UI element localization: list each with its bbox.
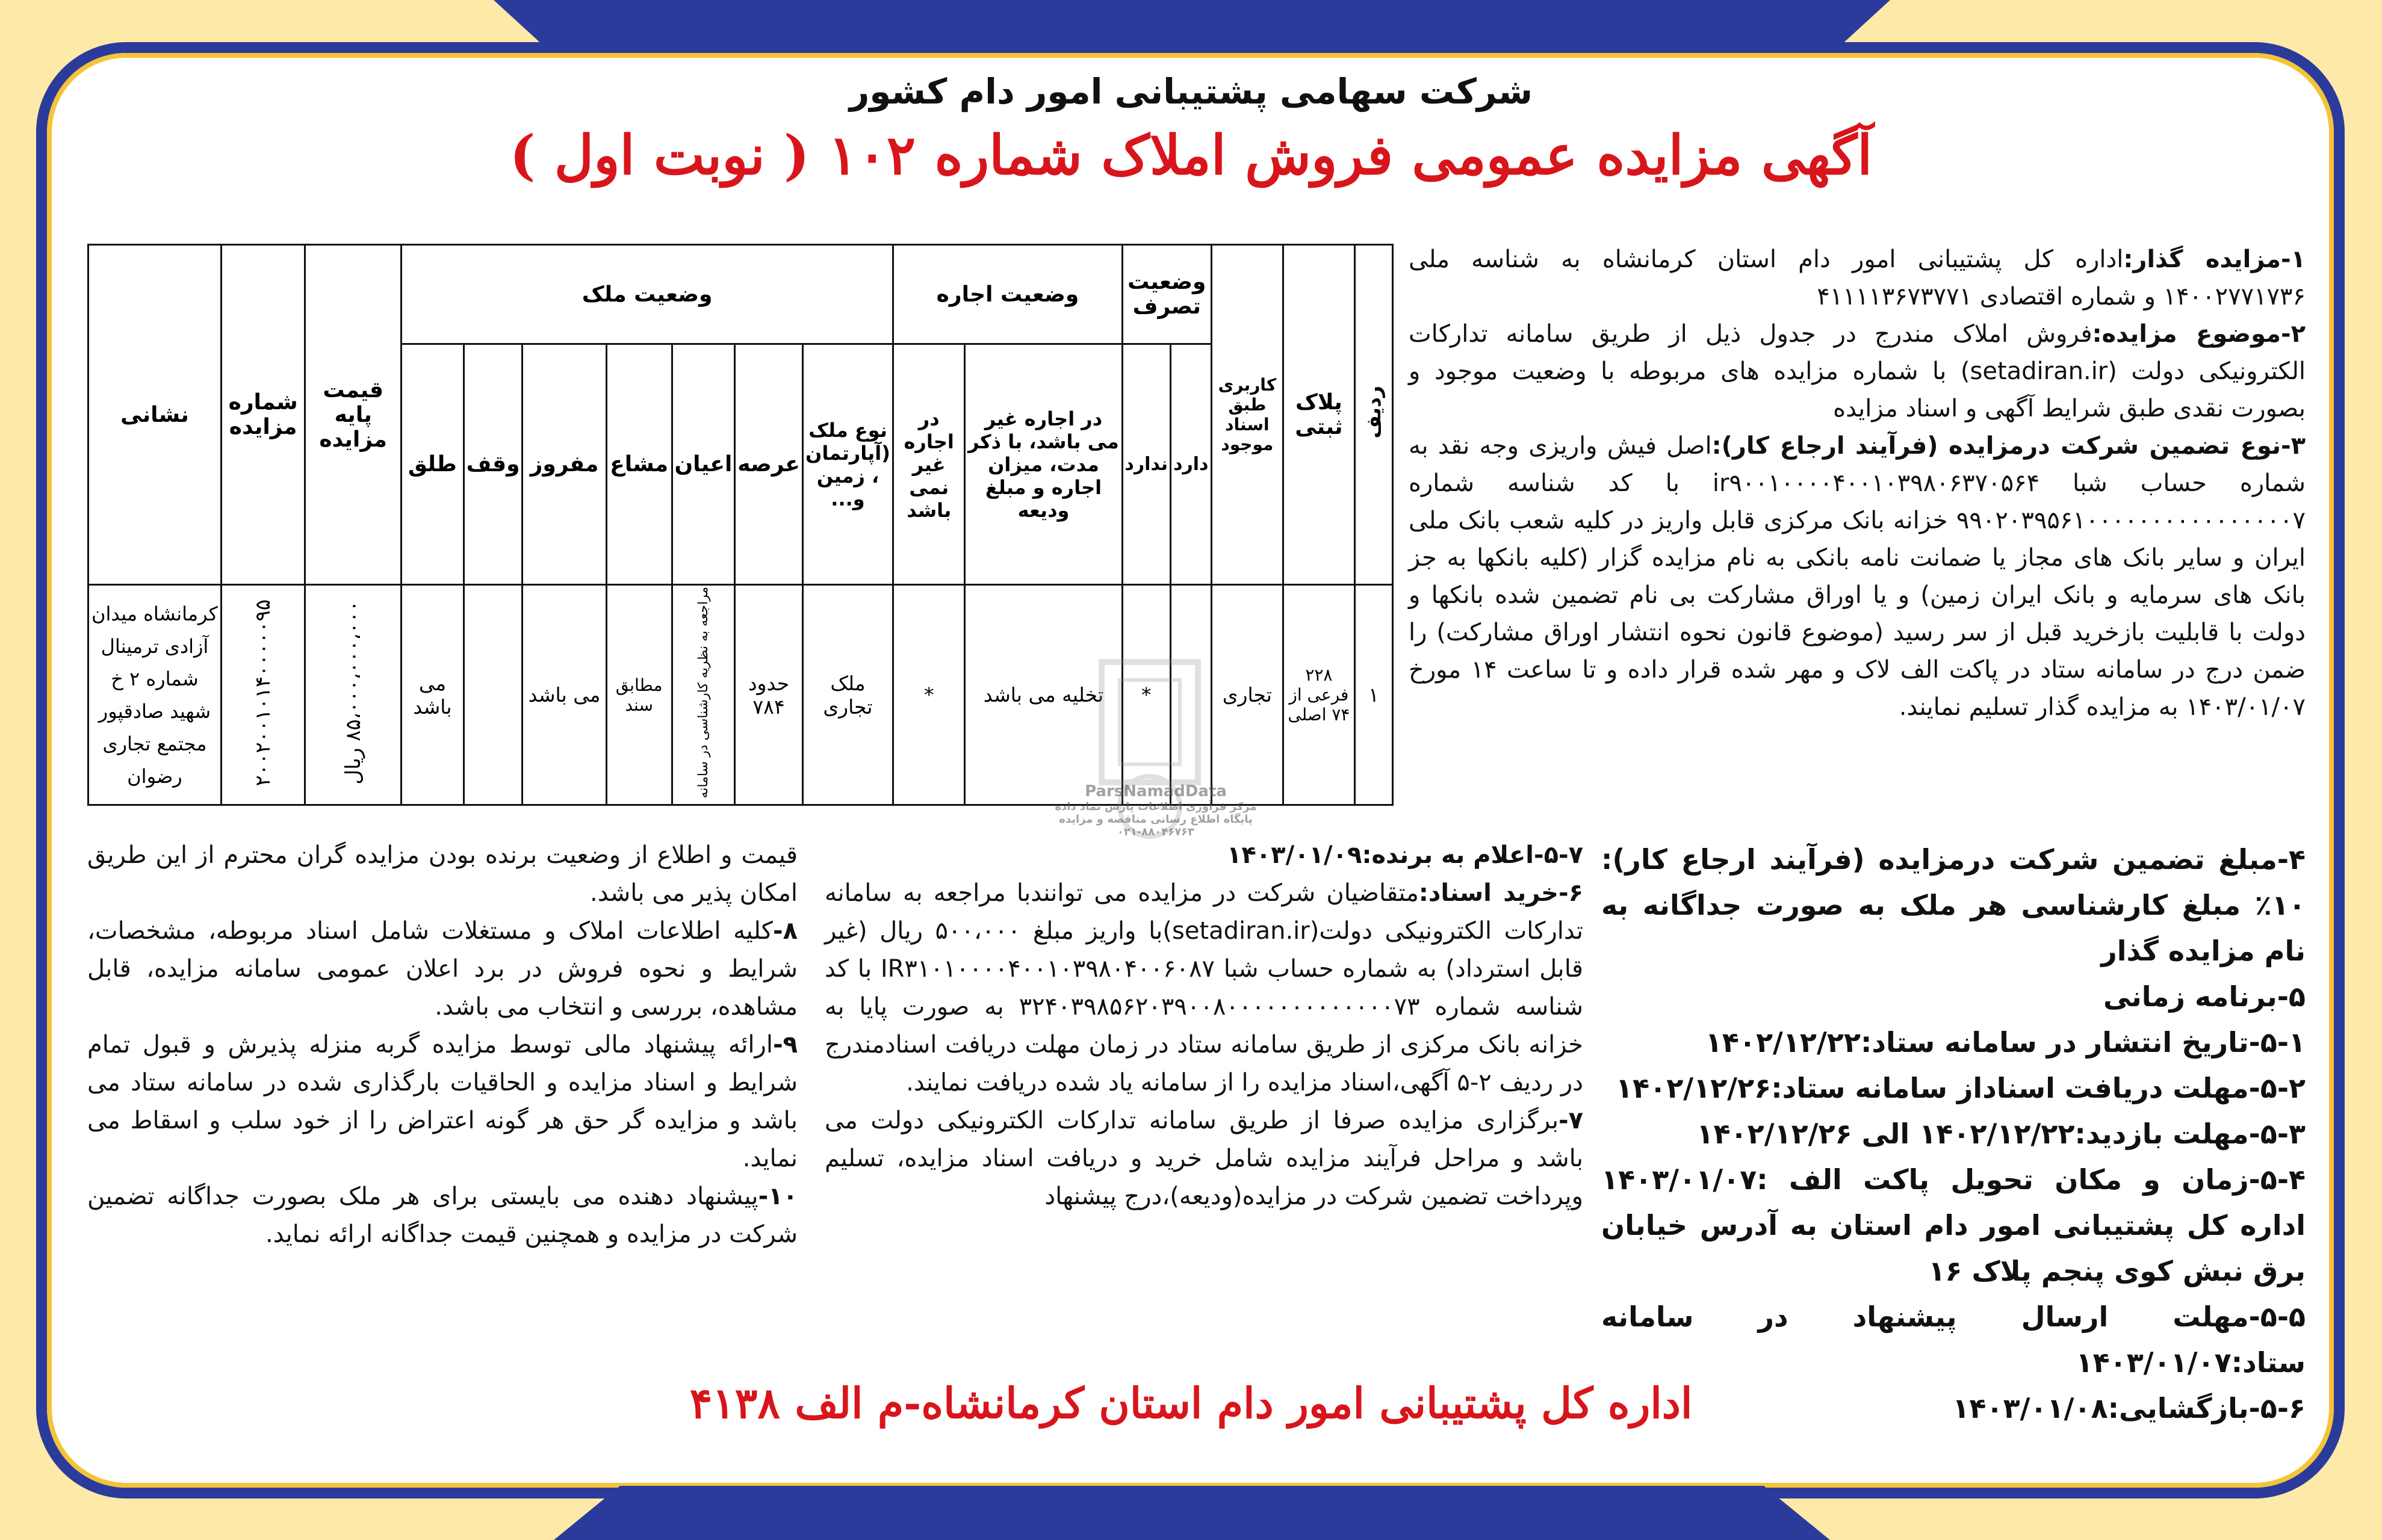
- header-plak: پلاک ثبتی: [1283, 245, 1354, 585]
- col-right-item: ۴-مبلغ تضمین شرکت درمزایده (فرآیند ارجاع کار): ۱۰٪ مبلغ کارشناسی هر ملک به صورت جداگانه به نام مزایده گذار: [1601, 843, 2306, 967]
- watermark-text: ParsNamadData مرکز فرآوری اطلاعات پارس نماد داده پایگاه اطلاع رسانی مناقصه و مزایده ۰۲۱-۸۸۰۴۶۷۶۳: [1055, 782, 1257, 838]
- col-right-item: ۵-۴-زمان و مکان تحویل پاکت الف :۱۴۰۳/۰۱/۰۷ اداره کل پشتیبانی امور دام استان به آدرس خیابان برق نبش کوی پنجم پلاک ۱۶: [1601, 1163, 2306, 1287]
- schedule-column: [1601, 836, 2306, 1431]
- col-mid-item: ۶-خرید اسناد:متقاضیان شرکت در مزایده می توانندبا مراجعه به سامانه تدارکات الکترونیکی دولت(setadiran.ir)با واریز مبلغ ۵۰۰،۰۰۰ ریال (غیر قابل استرداد) به شماره حساب شبا IR۳۱۰۱۰۰۰۰۴۰۰۱۰۳۹۸۰۴۰۰۶۰۸۷ با کد شناسه شماره ۳۲۴۰۳۹۸۵۶۲۰۳۹۰۰۸۰۰۰۰۰۰۰۰۰۰۰۰۰۷۳ به صورت پایا به خزانه بانک مرکزی از طریق سامانه ستاد در زمان مهلت دریافت اسنادمندرج در ردیف ۲-۵ آگهی،اسناد مزایده را از سامانه یاد شده دریافت نمایند.: [825, 879, 1584, 1096]
- header-ejareh: وضعیت اجاره: [893, 245, 1123, 344]
- terms-column: [87, 836, 798, 1254]
- header-gheymat: قیمت پایه مزایده: [305, 245, 402, 585]
- header-talgh: طلق: [402, 344, 464, 585]
- cell-shomareh: ۲۰۰۲۰۰۱۰۱۴۰۰۰۰۰۹۵: [221, 585, 305, 805]
- cell-noe: ملک تجاری: [802, 585, 893, 805]
- cell-radif: ۱: [1354, 585, 1392, 805]
- header-ejareh-dar: در اجاره غیر می باشد، با ذکر مدت، میزان اجاره و مبلغ ودیعه: [965, 344, 1123, 585]
- cell-ejareh-dar: تخلیه می باشد: [965, 585, 1123, 805]
- col-left-item: ۸-کلیه اطلاعات املاک و مستغلات شامل اسناد مربوطه، مشخصات، شرایط و نحوه فروش در برد اعلان عمومی سامانه مزایده، قابل مشاهده، بررسی و انتخاب می باشد.: [87, 917, 798, 1021]
- cell-arseh: حدود ۷۸۴: [735, 585, 803, 805]
- col-left-item: ۹-ارائه پیشنهاد مالی توسط مزایده گربه منزله پذیرش و قبول تمام شرایط و اسناد مزایده و الحاقیات بارگذاری شده در سامانه ستاد می باشد و مزایده گر حق هر گونه اعتراض را از خود سلب و اسقاط می نماید.: [87, 1031, 798, 1172]
- documents-column: [825, 836, 1583, 1216]
- cell-plak: ۲۲۸ فرعی از ۷۴ اصلی: [1283, 585, 1354, 805]
- organization-name: شرکت سهامی پشتیبانی امور دام کشور: [849, 71, 1533, 112]
- col-mid-item: ۷-برگزاری مزایده صرفا از طریق سامانه تدارکات الکترونیکی دولت می باشد و مراحل فرآیند مزایده شامل خرید و دریافت اسناد مزایده، تسلیم وپرداخت تضمین شرکت در مزایده(ودیعه)،درج پیشنهاد: [825, 1107, 1583, 1210]
- header-shomareh: شماره مزایده: [221, 245, 305, 585]
- cell-nadarad: *: [1122, 585, 1170, 805]
- notice-title: آگهی مزایده عمومی فروش املاک شماره ۱۰۲ ( نوبت اول ): [509, 123, 1873, 187]
- header-radif: ردیف: [1354, 245, 1392, 585]
- header-mafruz: مفروز: [523, 344, 606, 585]
- header-melk: وضعیت ملک: [402, 245, 893, 344]
- header-darad: دارد: [1170, 344, 1211, 585]
- header-karbari: کاربری طبق اسناد موجود: [1211, 245, 1283, 585]
- paragraph-2: ۲-موضوع مزایده:فروش املاک مندرج در جدول ذیل از طریق سامانه تدارکات الکترونیکی دولت (setadiran.ir) با شماره مزایده های مربوطه با وضعیت موجود و بصورت نقدی طبق شرایط آگهی و اسناد مزایده: [1409, 320, 2306, 422]
- cell-gheymat: ۸۵،۰۰۰،۰۰۰،۰۰۰ ریال: [305, 585, 402, 805]
- cell-karbari: تجاری: [1211, 585, 1283, 805]
- cell-mafruz: می باشد: [523, 585, 606, 805]
- header-neshani: نشانی: [88, 245, 222, 585]
- col-right-item: ۵-۱-تاریخ انتشار در سامانه ستاد:۱۴۰۲/۱۲/۲۲: [1705, 1026, 2306, 1059]
- col-left-item: قیمت و اطلاع از وضعیت برنده بودن مزایده گران محترم از این طریق امکان پذیر می باشد.: [87, 841, 798, 907]
- col-right-item: ۵-۵-مهلت ارسال پیشنهاد در سامانه ستاد:۱۴۰۳/۰۱/۰۷: [1601, 1300, 2306, 1379]
- bottom-decor-band: [554, 1486, 1830, 1540]
- cell-ejareh-gheir: *: [893, 585, 965, 805]
- cell-neshani: کرمانشاه میدان آزادی ترمینال شماره ۲ خ شهید صادقپور مجتمع تجاری رضوان: [88, 585, 222, 805]
- header-noe: نوع ملک (آپارتمان ، زمین و...: [802, 344, 893, 585]
- col-left-item: ۱۰-پیشنهاد دهنده می بایستی برای هر ملک بصورت جداگانه تضمین شرکت در مزایده و همچنین قیمت جداگانه ارائه نماید.: [87, 1183, 798, 1248]
- col-right-item: ۵-۲-مهلت دریافت اسناداز سامانه ستاد:۱۴۰۲/۱۲/۲۶: [1615, 1072, 2306, 1104]
- col-right-item: ۵-برنامه زمانی: [2103, 980, 2306, 1013]
- header-vaghf: وقف: [464, 344, 523, 585]
- header-masha: مشاع: [606, 344, 672, 585]
- header-ejareh-gheir: در اجاره غیر نمی باشد: [893, 344, 965, 585]
- header-arseh: عرصه: [735, 344, 803, 585]
- cell-vaghf: [464, 585, 523, 805]
- cell-talgh: می باشد: [402, 585, 464, 805]
- header-nadarad: ندارد: [1122, 344, 1170, 585]
- cell-masha: مطابق سند: [606, 585, 672, 805]
- paragraph-3: ۳-نوع تضمین شرکت درمزایده (فرآیند ارجاع کار):اصل فیش واریزی وجه نقد به شماره حساب شبا ir۹۰۰۱۰۰۰۰۴۰۰۱۰۳۹۸۰۶۳۷۰۵۶۴ با کد شناسه شماره ۹۹۰۲۰۳۹۵۶۱۰۰۰۰۰۰۰۰۰۰۰۰۰۰۰۰۷ خزانه بانک مرکزی قابل واریز در کلیه شعب بانک ملی ایران و سایر بانک های مجاز یا ضمانت نامه بانکی به نام مزایده گزار (کلیه بانکها به جز بانک های سرمایه و بانک ایران زمین) و یا اوراق مشارکت بی نام تضمین شده بانکها و دولت با قابلیت بازخرید قبل از سر رسید (موضوع قانون نحوه انتشار اوراق مشارکت) را ضمن درج در سامانه ستاد در پاکت الف لاک و مهر شده قرار داده و تا ساعت ۱۴ مورخ ۱۴۰۳/۰۱/۰۷ به مزایده گذار تسلیم نمایند.: [1409, 432, 2306, 721]
- col-right-item: ۵-۳-مهلت بازدید:۱۴۰۲/۱۲/۲۲ الی ۱۴۰۲/۱۲/۲۶: [1696, 1118, 2306, 1150]
- paragraph-1: ۱-مزایده گذار:اداره کل پشتیبانی امور دام استان کرمانشاه به شناسه ملی ۱۴۰۰۲۷۷۱۷۳۶ و شماره اقتصادی ۴۱۱۱۱۳۶۷۳۷۷۱: [1409, 246, 2306, 311]
- col-mid-item: ۵-۷-اعلام به برنده:۱۴۰۳/۰۱/۰۹: [1226, 841, 1583, 869]
- intro-paragraphs: [1409, 241, 2306, 726]
- footer-issuer: اداره کل پشتیبانی امور دام استان کرمانشاه-م الف ۴۱۳۸: [689, 1378, 1693, 1428]
- header-tasarof: وضعیت تصرف: [1122, 245, 1211, 344]
- col-right-item: ۵-۶-بازگشایی:۱۴۰۳/۰۱/۰۸: [1952, 1392, 2306, 1424]
- cell-ayan: مراجعه به نظریه کارشناسی در سامانه: [672, 585, 735, 805]
- header-ayan: اعیان: [672, 344, 735, 585]
